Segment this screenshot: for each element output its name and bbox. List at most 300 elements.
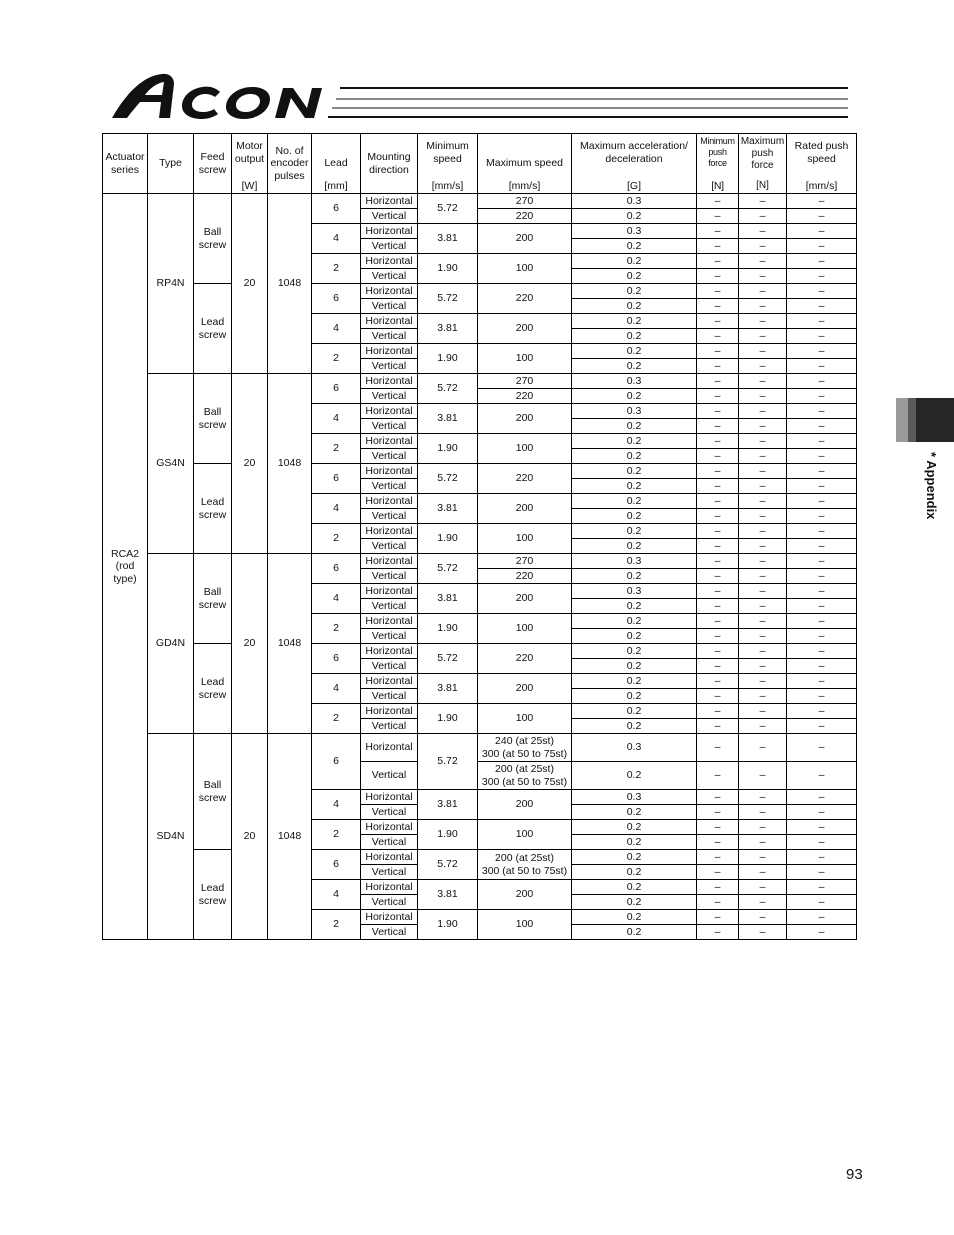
minimum-speed-cell: 5.72 (418, 194, 478, 224)
table-row (103, 464, 857, 479)
minimum-push-force-cell: – (697, 419, 739, 434)
mounting-direction-cell: Horizontal (361, 734, 418, 762)
table-row (103, 374, 857, 389)
rated-push-speed-cell: – (787, 880, 857, 895)
minimum-push-force-cell: – (697, 895, 739, 910)
header-feed-screw: Feed screw (194, 134, 232, 194)
lead-cell: 6 (312, 554, 361, 584)
maximum-push-force-cell: – (739, 299, 787, 314)
table-row (103, 644, 857, 659)
header-actuator-series: Actuator series (103, 134, 148, 194)
mounting-direction-cell: Vertical (361, 299, 418, 314)
minimum-push-force-cell: – (697, 314, 739, 329)
table-row (103, 284, 857, 299)
maximum-push-force-cell: – (739, 805, 787, 820)
header-minimum-push-force: Minimum push force [N] (697, 134, 739, 194)
maximum-push-force-cell: – (739, 762, 787, 790)
maximum-push-force-cell: – (739, 464, 787, 479)
page-number: 93 (846, 1166, 863, 1183)
maximum-speed-cell: 100 (478, 704, 572, 734)
max-acceleration-cell: 0.2 (572, 449, 697, 464)
max-acceleration-cell: 0.2 (572, 314, 697, 329)
max-acceleration-cell: 0.2 (572, 805, 697, 820)
minimum-push-force-cell: – (697, 762, 739, 790)
rated-push-speed-cell: – (787, 314, 857, 329)
mounting-direction-cell: Horizontal (361, 820, 418, 835)
rated-push-speed-cell: – (787, 762, 857, 790)
max-acceleration-cell: 0.2 (572, 434, 697, 449)
max-acceleration-cell: 0.2 (572, 479, 697, 494)
maximum-push-force-cell: – (739, 850, 787, 865)
rated-push-speed-cell: – (787, 835, 857, 850)
maximum-push-force-cell: – (739, 925, 787, 940)
max-acceleration-cell: 0.3 (572, 224, 697, 239)
lead-cell: 6 (312, 194, 361, 224)
maximum-push-force-cell: – (739, 284, 787, 299)
maximum-push-force-cell: – (739, 554, 787, 569)
minimum-speed-cell: 5.72 (418, 284, 478, 314)
lead-cell: 4 (312, 314, 361, 344)
maximum-push-force-cell: – (739, 734, 787, 762)
max-acceleration-cell: 0.2 (572, 895, 697, 910)
minimum-push-force-cell: – (697, 584, 739, 599)
max-acceleration-cell: 0.2 (572, 389, 697, 404)
mounting-direction-cell: Vertical (361, 209, 418, 224)
max-acceleration-cell: 0.2 (572, 762, 697, 790)
maximum-speed-cell: 200 (478, 674, 572, 704)
mounting-direction-cell: Vertical (361, 659, 418, 674)
minimum-push-force-cell: – (697, 539, 739, 554)
mounting-direction-cell: Horizontal (361, 464, 418, 479)
minimum-push-force-cell: – (697, 209, 739, 224)
max-acceleration-cell: 0.3 (572, 374, 697, 389)
mounting-direction-cell: Horizontal (361, 614, 418, 629)
maximum-push-force-cell: – (739, 835, 787, 850)
max-acceleration-cell: 0.2 (572, 539, 697, 554)
maximum-speed-cell: 100 (478, 344, 572, 374)
maximum-push-force-cell: – (739, 404, 787, 419)
minimum-speed-cell: 3.81 (418, 880, 478, 910)
minimum-speed-cell: 1.90 (418, 704, 478, 734)
max-acceleration-cell: 0.2 (572, 865, 697, 880)
appendix-label: * Appendix (924, 452, 939, 520)
maximum-push-force-cell: – (739, 539, 787, 554)
lead-cell: 4 (312, 674, 361, 704)
table-row (103, 554, 857, 569)
minimum-push-force-cell: – (697, 344, 739, 359)
rated-push-speed-cell: – (787, 689, 857, 704)
maximum-speed-cell: 220 (478, 569, 572, 584)
maximum-push-force-cell: – (739, 224, 787, 239)
minimum-push-force-cell: – (697, 284, 739, 299)
minimum-push-force-cell: – (697, 790, 739, 805)
max-acceleration-cell: 0.2 (572, 344, 697, 359)
mounting-direction-cell: Horizontal (361, 704, 418, 719)
minimum-push-force-cell: – (697, 449, 739, 464)
max-acceleration-cell: 0.2 (572, 614, 697, 629)
minimum-speed-cell: 1.90 (418, 434, 478, 464)
maximum-speed-cell: 270 (478, 554, 572, 569)
header-lead: Lead [mm] (312, 134, 361, 194)
maximum-speed-cell: 200 (478, 224, 572, 254)
rated-push-speed-cell: – (787, 539, 857, 554)
header-mounting-direction: Mounting direction (361, 134, 418, 194)
maximum-speed-cell: 100 (478, 910, 572, 940)
max-acceleration-cell: 0.2 (572, 880, 697, 895)
mounting-direction-cell: Horizontal (361, 194, 418, 209)
minimum-push-force-cell: – (697, 359, 739, 374)
minimum-push-force-cell: – (697, 554, 739, 569)
header-minimum-speed: Minimum speed [mm/s] (418, 134, 478, 194)
lead-cell: 4 (312, 790, 361, 820)
header-maximum-acceleration: Maximum acceleration/ deceleration [G] (572, 134, 697, 194)
mounting-direction-cell: Vertical (361, 865, 418, 880)
maximum-push-force-cell: – (739, 614, 787, 629)
encoder-pulses-cell: 1048 (268, 194, 312, 374)
mounting-direction-cell: Horizontal (361, 790, 418, 805)
mounting-direction-cell: Vertical (361, 895, 418, 910)
minimum-speed-cell: 5.72 (418, 644, 478, 674)
mounting-direction-cell: Horizontal (361, 524, 418, 539)
feed-screw-cell: Ball screw (194, 554, 232, 644)
mounting-direction-cell: Horizontal (361, 880, 418, 895)
max-acceleration-cell: 0.3 (572, 554, 697, 569)
minimum-speed-cell: 1.90 (418, 254, 478, 284)
maximum-speed-cell: 200 (478, 314, 572, 344)
maximum-speed-cell: 200 (478, 880, 572, 910)
motor-output-cell: 20 (232, 194, 268, 374)
mounting-direction-cell: Horizontal (361, 494, 418, 509)
appendix-side-tab (896, 398, 954, 442)
lead-cell: 4 (312, 880, 361, 910)
maximum-speed-cell: 100 (478, 434, 572, 464)
minimum-push-force-cell: – (697, 644, 739, 659)
rated-push-speed-cell: – (787, 524, 857, 539)
maximum-push-force-cell: – (739, 704, 787, 719)
table-row (103, 850, 857, 865)
minimum-speed-cell: 5.72 (418, 464, 478, 494)
feed-screw-cell: Lead screw (194, 464, 232, 554)
maximum-speed-cell: 100 (478, 524, 572, 554)
rated-push-speed-cell: – (787, 895, 857, 910)
minimum-speed-cell: 3.81 (418, 314, 478, 344)
maximum-speed-cell: 200 (478, 790, 572, 820)
minimum-push-force-cell: – (697, 479, 739, 494)
minimum-push-force-cell: – (697, 659, 739, 674)
maximum-push-force-cell: – (739, 880, 787, 895)
mounting-direction-cell: Vertical (361, 719, 418, 734)
maximum-push-force-cell: – (739, 569, 787, 584)
motor-output-cell: 20 (232, 734, 268, 940)
minimum-push-force-cell: – (697, 494, 739, 509)
max-acceleration-cell: 0.2 (572, 659, 697, 674)
mounting-direction-cell: Horizontal (361, 254, 418, 269)
feed-screw-cell: Lead screw (194, 284, 232, 374)
type-cell: RP4N (148, 194, 194, 374)
maximum-push-force-cell: – (739, 239, 787, 254)
minimum-speed-cell: 3.81 (418, 674, 478, 704)
header-maximum-push-force: Maximum push force [N] (739, 134, 787, 194)
max-acceleration-cell: 0.2 (572, 239, 697, 254)
max-acceleration-cell: 0.2 (572, 464, 697, 479)
rated-push-speed-cell: – (787, 599, 857, 614)
encoder-pulses-cell: 1048 (268, 734, 312, 940)
rated-push-speed-cell: – (787, 209, 857, 224)
maximum-speed-cell: 200 (478, 404, 572, 434)
rated-push-speed-cell: – (787, 790, 857, 805)
rated-push-speed-cell: – (787, 925, 857, 940)
max-acceleration-cell: 0.2 (572, 494, 697, 509)
encoder-pulses-cell: 1048 (268, 554, 312, 734)
type-cell: GS4N (148, 374, 194, 554)
rated-push-speed-cell: – (787, 614, 857, 629)
type-cell: SD4N (148, 734, 194, 940)
lead-cell: 2 (312, 910, 361, 940)
max-acceleration-cell: 0.3 (572, 734, 697, 762)
maximum-push-force-cell: – (739, 329, 787, 344)
maximum-push-force-cell: – (739, 790, 787, 805)
minimum-speed-cell: 5.72 (418, 734, 478, 790)
minimum-push-force-cell: – (697, 689, 739, 704)
maximum-speed-cell: 220 (478, 464, 572, 494)
mounting-direction-cell: Horizontal (361, 314, 418, 329)
lead-cell: 4 (312, 494, 361, 524)
max-acceleration-cell: 0.2 (572, 524, 697, 539)
max-acceleration-cell: 0.2 (572, 509, 697, 524)
max-acceleration-cell: 0.2 (572, 569, 697, 584)
header-encoder-pulses: No. of encoder pulses (268, 134, 312, 194)
minimum-speed-cell: 1.90 (418, 910, 478, 940)
maximum-speed-cell: 200 (at 25st) 300 (at 50 to 75st) (478, 762, 572, 790)
lead-cell: 6 (312, 734, 361, 790)
max-acceleration-cell: 0.2 (572, 820, 697, 835)
lead-cell: 4 (312, 404, 361, 434)
max-acceleration-cell: 0.2 (572, 704, 697, 719)
maximum-push-force-cell: – (739, 629, 787, 644)
maximum-speed-cell: 100 (478, 614, 572, 644)
rated-push-speed-cell: – (787, 479, 857, 494)
rated-push-speed-cell: – (787, 239, 857, 254)
mounting-direction-cell: Vertical (361, 359, 418, 374)
minimum-speed-cell: 1.90 (418, 614, 478, 644)
maximum-push-force-cell: – (739, 599, 787, 614)
rated-push-speed-cell: – (787, 434, 857, 449)
mounting-direction-cell: Horizontal (361, 910, 418, 925)
mounting-direction-cell: Vertical (361, 239, 418, 254)
rated-push-speed-cell: – (787, 554, 857, 569)
minimum-speed-cell: 3.81 (418, 224, 478, 254)
maximum-speed-cell: 220 (478, 209, 572, 224)
rated-push-speed-cell: – (787, 404, 857, 419)
rated-push-speed-cell: – (787, 509, 857, 524)
max-acceleration-cell: 0.2 (572, 419, 697, 434)
header-maximum-speed: Maximum speed [mm/s] (478, 134, 572, 194)
mounting-direction-cell: Vertical (361, 689, 418, 704)
rated-push-speed-cell: – (787, 584, 857, 599)
rated-push-speed-cell: – (787, 329, 857, 344)
mounting-direction-cell: Vertical (361, 762, 418, 790)
max-acceleration-cell: 0.2 (572, 850, 697, 865)
maximum-push-force-cell: – (739, 209, 787, 224)
max-acceleration-cell: 0.3 (572, 194, 697, 209)
mounting-direction-cell: Vertical (361, 599, 418, 614)
lead-cell: 2 (312, 704, 361, 734)
rated-push-speed-cell: – (787, 374, 857, 389)
rated-push-speed-cell: – (787, 659, 857, 674)
max-acceleration-cell: 0.2 (572, 835, 697, 850)
maximum-speed-cell: 100 (478, 820, 572, 850)
mounting-direction-cell: Vertical (361, 419, 418, 434)
rated-push-speed-cell: – (787, 449, 857, 464)
lead-cell: 2 (312, 820, 361, 850)
header-rated-push-speed: Rated push speed [mm/s] (787, 134, 857, 194)
rated-push-speed-cell: – (787, 704, 857, 719)
minimum-speed-cell: 1.90 (418, 524, 478, 554)
lead-cell: 2 (312, 524, 361, 554)
actuator-series-cell: RCA2 (rod type) (103, 194, 148, 940)
motor-output-cell: 20 (232, 374, 268, 554)
minimum-speed-cell: 3.81 (418, 494, 478, 524)
minimum-push-force-cell: – (697, 910, 739, 925)
minimum-speed-cell: 5.72 (418, 850, 478, 880)
minimum-push-force-cell: – (697, 734, 739, 762)
maximum-push-force-cell: – (739, 419, 787, 434)
feed-screw-cell: Ball screw (194, 194, 232, 284)
rated-push-speed-cell: – (787, 494, 857, 509)
table-row (103, 194, 857, 209)
header-motor-output: Motor output [W] (232, 134, 268, 194)
mounting-direction-cell: Vertical (361, 835, 418, 850)
minimum-push-force-cell: – (697, 269, 739, 284)
minimum-speed-cell: 5.72 (418, 554, 478, 584)
minimum-push-force-cell: – (697, 509, 739, 524)
minimum-push-force-cell: – (697, 820, 739, 835)
lead-cell: 2 (312, 434, 361, 464)
mounting-direction-cell: Vertical (361, 539, 418, 554)
minimum-push-force-cell: – (697, 389, 739, 404)
minimum-push-force-cell: – (697, 629, 739, 644)
rated-push-speed-cell: – (787, 464, 857, 479)
maximum-push-force-cell: – (739, 644, 787, 659)
mounting-direction-cell: Vertical (361, 389, 418, 404)
mounting-direction-cell: Horizontal (361, 644, 418, 659)
max-acceleration-cell: 0.2 (572, 689, 697, 704)
rated-push-speed-cell: – (787, 850, 857, 865)
maximum-push-force-cell: – (739, 895, 787, 910)
maximum-push-force-cell: – (739, 254, 787, 269)
rated-push-speed-cell: – (787, 734, 857, 762)
rated-push-speed-cell: – (787, 805, 857, 820)
spec-table-body (103, 194, 857, 940)
maximum-speed-cell: 220 (478, 389, 572, 404)
max-acceleration-cell: 0.3 (572, 404, 697, 419)
mounting-direction-cell: Vertical (361, 479, 418, 494)
rated-push-speed-cell: – (787, 269, 857, 284)
max-acceleration-cell: 0.2 (572, 674, 697, 689)
max-acceleration-cell: 0.2 (572, 284, 697, 299)
header-type: Type (148, 134, 194, 194)
maximum-push-force-cell: – (739, 659, 787, 674)
feed-screw-cell: Ball screw (194, 374, 232, 464)
minimum-push-force-cell: – (697, 835, 739, 850)
minimum-push-force-cell: – (697, 464, 739, 479)
minimum-push-force-cell: – (697, 599, 739, 614)
minimum-push-force-cell: – (697, 239, 739, 254)
maximum-push-force-cell: – (739, 820, 787, 835)
acon-logo-graphic (110, 70, 850, 122)
minimum-push-force-cell: – (697, 880, 739, 895)
max-acceleration-cell: 0.2 (572, 719, 697, 734)
max-acceleration-cell: 0.2 (572, 629, 697, 644)
maximum-push-force-cell: – (739, 389, 787, 404)
minimum-speed-cell: 3.81 (418, 584, 478, 614)
mounting-direction-cell: Vertical (361, 925, 418, 940)
minimum-push-force-cell: – (697, 434, 739, 449)
max-acceleration-cell: 0.2 (572, 644, 697, 659)
mounting-direction-cell: Horizontal (361, 850, 418, 865)
minimum-push-force-cell: – (697, 194, 739, 209)
minimum-push-force-cell: – (697, 569, 739, 584)
maximum-push-force-cell: – (739, 865, 787, 880)
max-acceleration-cell: 0.2 (572, 299, 697, 314)
rated-push-speed-cell: – (787, 910, 857, 925)
acon-logo (110, 70, 850, 122)
type-cell: GD4N (148, 554, 194, 734)
maximum-push-force-cell: – (739, 269, 787, 284)
rated-push-speed-cell: – (787, 674, 857, 689)
max-acceleration-cell: 0.2 (572, 599, 697, 614)
minimum-speed-cell: 5.72 (418, 374, 478, 404)
minimum-push-force-cell: – (697, 674, 739, 689)
max-acceleration-cell: 0.3 (572, 584, 697, 599)
maximum-speed-cell: 270 (478, 194, 572, 209)
lead-cell: 2 (312, 254, 361, 284)
minimum-push-force-cell: – (697, 374, 739, 389)
maximum-push-force-cell: – (739, 674, 787, 689)
maximum-speed-cell: 220 (478, 644, 572, 674)
minimum-push-force-cell: – (697, 329, 739, 344)
maximum-push-force-cell: – (739, 494, 787, 509)
minimum-speed-cell: 1.90 (418, 820, 478, 850)
rated-push-speed-cell: – (787, 254, 857, 269)
lead-cell: 2 (312, 614, 361, 644)
motor-output-cell: 20 (232, 554, 268, 734)
rated-push-speed-cell: – (787, 820, 857, 835)
maximum-push-force-cell: – (739, 434, 787, 449)
mounting-direction-cell: Horizontal (361, 374, 418, 389)
mounting-direction-cell: Horizontal (361, 224, 418, 239)
minimum-speed-cell: 1.90 (418, 344, 478, 374)
rated-push-speed-cell: – (787, 299, 857, 314)
max-acceleration-cell: 0.3 (572, 790, 697, 805)
rated-push-speed-cell: – (787, 344, 857, 359)
lead-cell: 6 (312, 850, 361, 880)
maximum-push-force-cell: – (739, 359, 787, 374)
rated-push-speed-cell: – (787, 194, 857, 209)
max-acceleration-cell: 0.2 (572, 925, 697, 940)
maximum-push-force-cell: – (739, 479, 787, 494)
max-acceleration-cell: 0.2 (572, 329, 697, 344)
mounting-direction-cell: Horizontal (361, 584, 418, 599)
maximum-speed-cell: 270 (478, 374, 572, 389)
mounting-direction-cell: Horizontal (361, 434, 418, 449)
minimum-push-force-cell: – (697, 254, 739, 269)
rated-push-speed-cell: – (787, 224, 857, 239)
header-row (103, 134, 857, 194)
feed-screw-cell: Lead screw (194, 850, 232, 940)
mounting-direction-cell: Vertical (361, 449, 418, 464)
mounting-direction-cell: Horizontal (361, 554, 418, 569)
